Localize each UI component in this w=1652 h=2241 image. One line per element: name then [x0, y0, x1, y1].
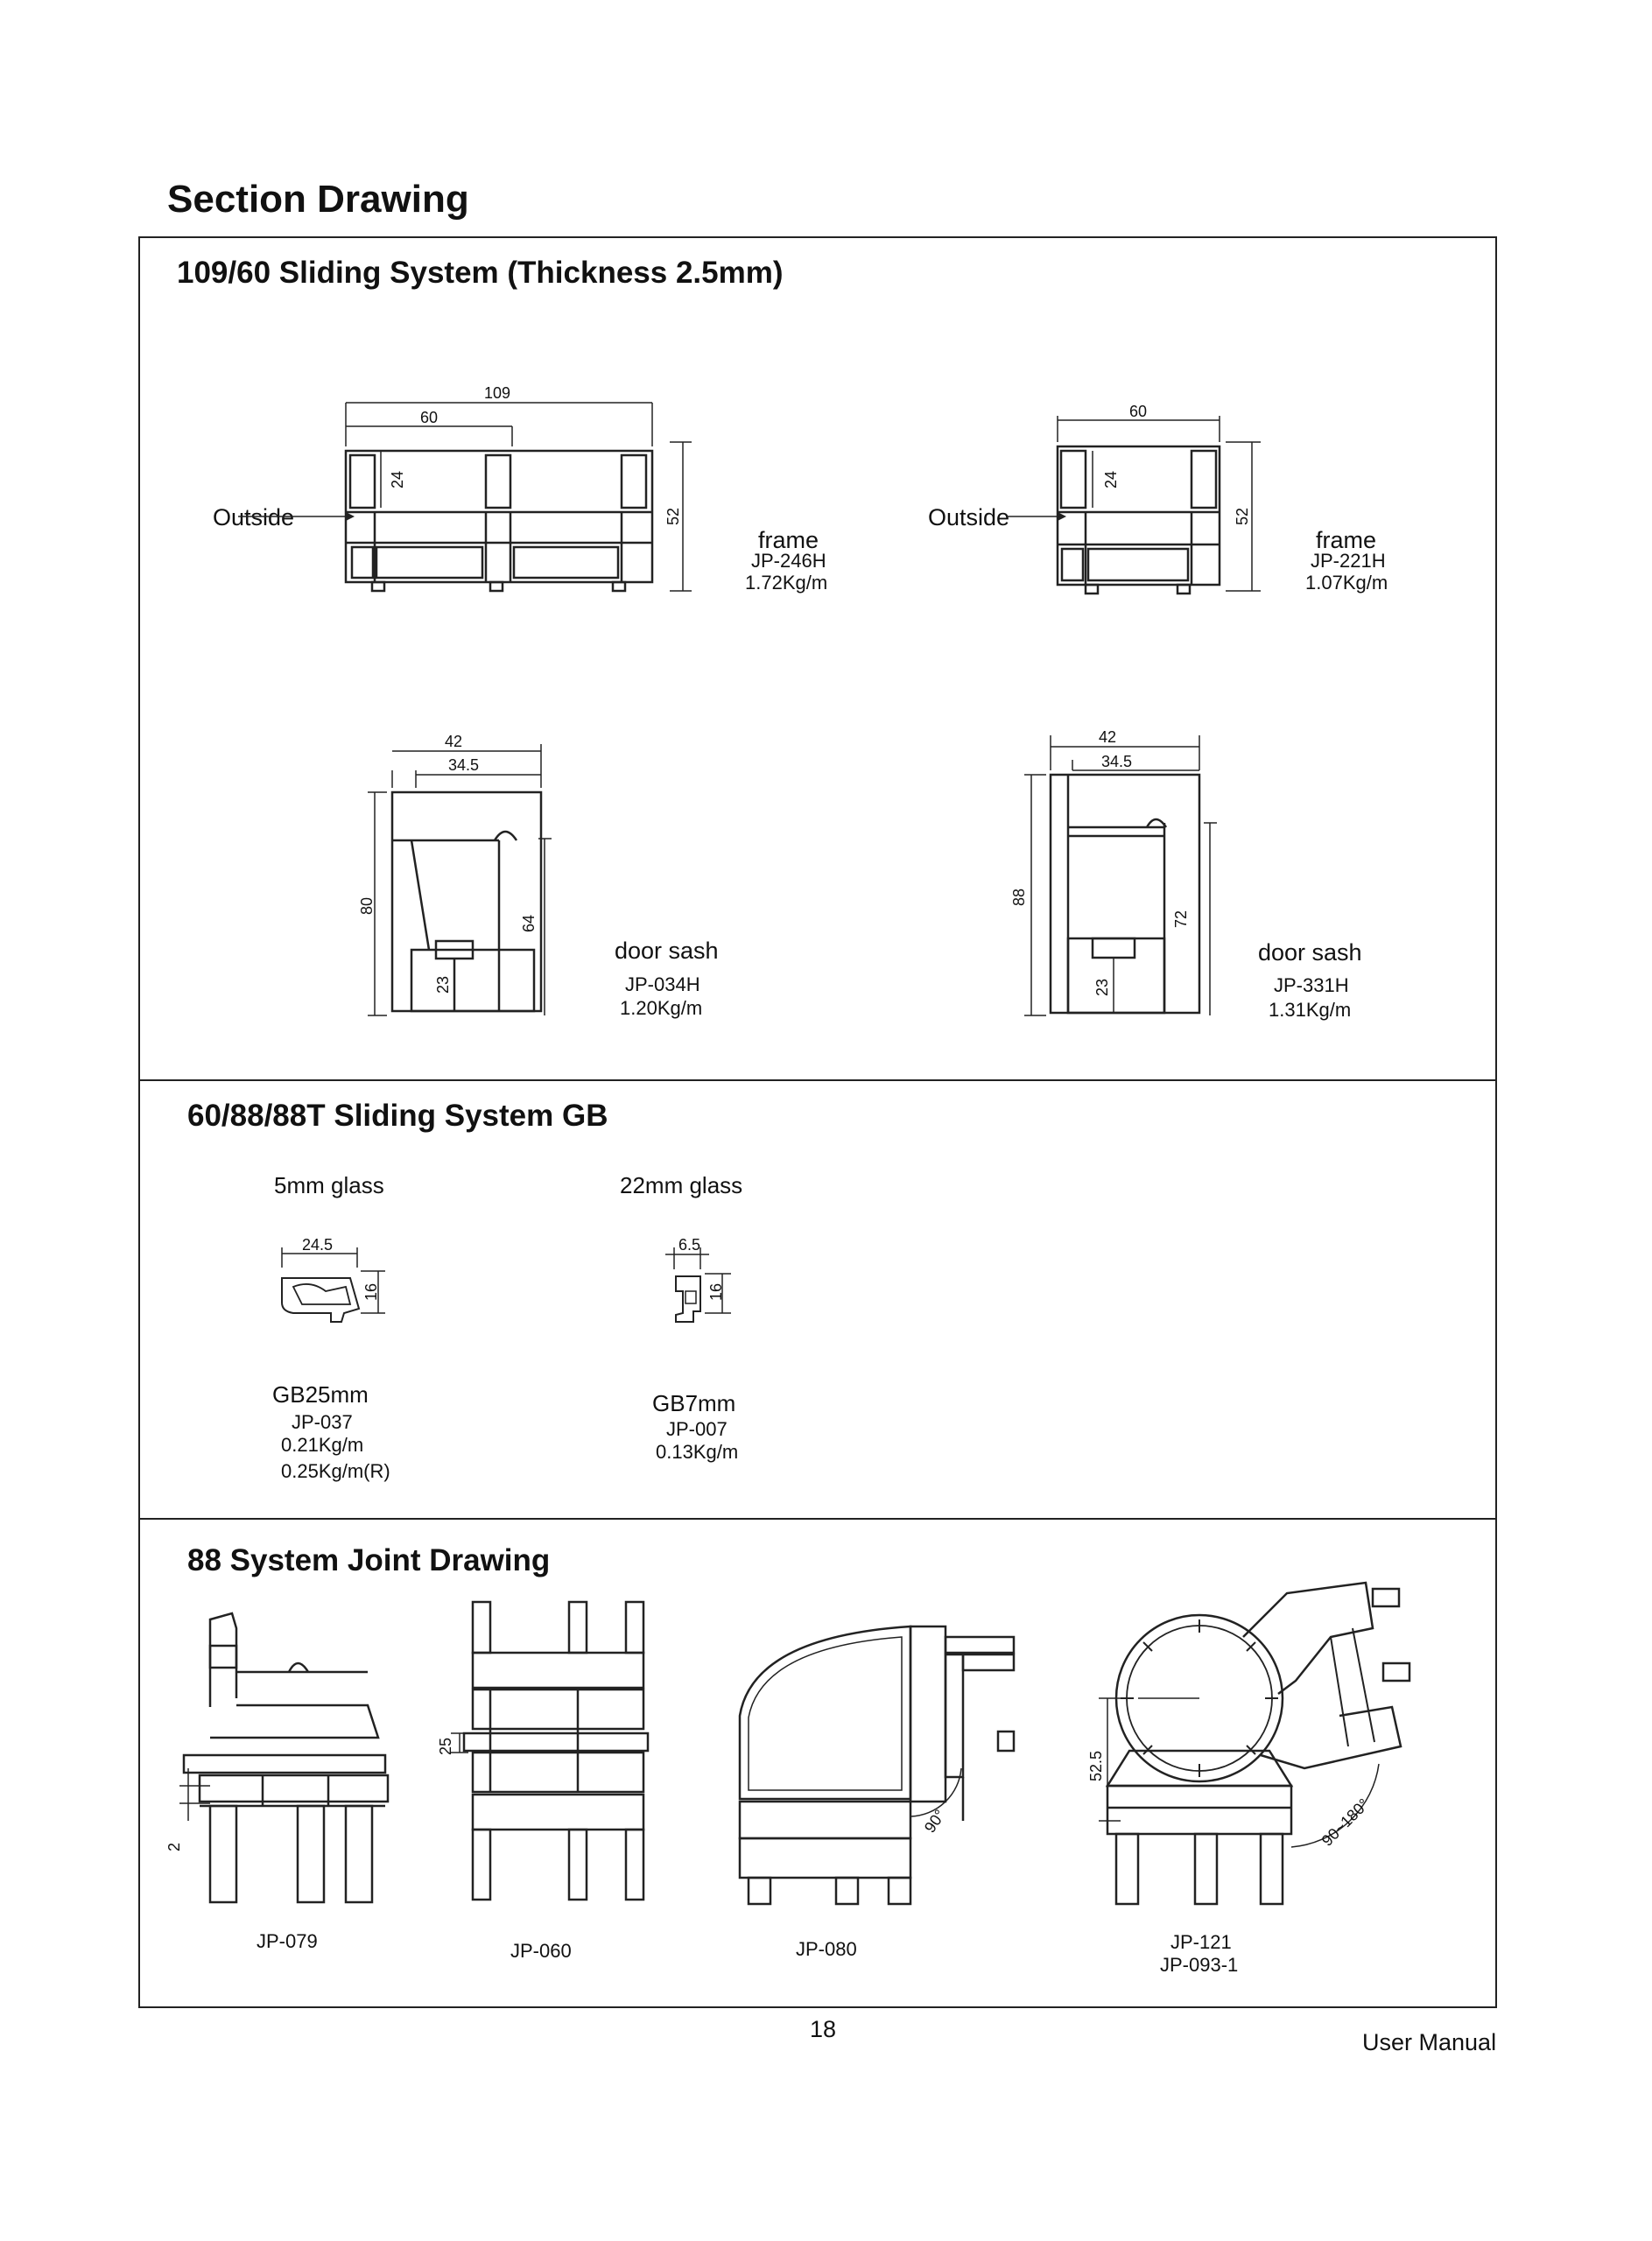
gb-weight-b: 0.13Kg/m	[656, 1441, 739, 1463]
section-3-title: 88 System Joint Drawing	[187, 1543, 551, 1577]
gb-name-b: GB7mm	[652, 1390, 736, 1416]
door-sash-label-a: door sash	[615, 938, 719, 964]
door-sash-code-b: JP-331H	[1274, 974, 1349, 996]
profile-gb-jp-037	[282, 1236, 385, 1322]
joint-code-3: JP-080	[796, 1938, 857, 1960]
door-sash-weight-b: 1.31Kg/m	[1269, 999, 1352, 1021]
door-sash-label-b: door sash	[1258, 939, 1362, 966]
joint-jp-079	[165, 1613, 388, 1902]
section-2-title: 60/88/88T Sliding System GB	[187, 1099, 608, 1133]
dim-52-b: 52	[1234, 507, 1251, 525]
dim-34-5-a: 34.5	[448, 756, 480, 774]
frame-label-a: frame	[758, 527, 819, 553]
dim-80: 80	[358, 896, 376, 915]
dim-88: 88	[1010, 888, 1028, 906]
joint-jp-121	[1087, 1583, 1409, 1904]
door-sash-code-a: JP-034H	[625, 973, 700, 995]
footer-label: User Manual	[1362, 2029, 1497, 2055]
joint-code-2: JP-060	[510, 1940, 572, 1962]
dim-34-5-b: 34.5	[1101, 753, 1133, 770]
gb-weight-r-a: 0.25Kg/m(R)	[281, 1460, 390, 1482]
dim-16-b: 16	[707, 1282, 725, 1301]
frame-weight-a: 1.72Kg/m	[745, 572, 828, 594]
dim-109: 109	[484, 384, 511, 402]
page-title: Section Drawing	[167, 178, 469, 221]
section-1-title: 109/60 Sliding System (Thickness 2.5mm)	[177, 256, 784, 290]
profile-sash-jp-331h	[1010, 728, 1217, 1015]
dim-24-5: 24.5	[302, 1236, 334, 1254]
gb-weight-a: 0.21Kg/m	[281, 1434, 364, 1456]
profile-frame-jp-246h	[238, 384, 692, 591]
dim-72: 72	[1172, 910, 1190, 928]
dim-2: 2	[165, 1842, 183, 1851]
dim-42-b: 42	[1099, 728, 1117, 746]
frame-code-b: JP-221H	[1311, 550, 1386, 572]
dim-60-b: 60	[1129, 403, 1148, 420]
profile-sash-jp-034h	[358, 733, 552, 1015]
dim-90-180-deg: 90~180°	[1318, 1795, 1373, 1850]
door-sash-weight-a: 1.20Kg/m	[620, 997, 703, 1019]
page-number: 18	[810, 2016, 837, 2042]
dim-64: 64	[520, 914, 538, 932]
dim-24-b: 24	[1102, 470, 1120, 488]
dim-16-a: 16	[362, 1282, 380, 1301]
frame-weight-b: 1.07Kg/m	[1305, 572, 1388, 594]
joint-jp-080	[740, 1626, 1014, 1904]
joint-code-1: JP-079	[257, 1930, 318, 1952]
dim-23-b: 23	[1093, 978, 1111, 996]
dim-90-deg: 90°	[920, 1806, 949, 1837]
dim-42-a: 42	[445, 733, 463, 750]
dim-25: 25	[437, 1737, 454, 1755]
glass-label-a: 5mm glass	[274, 1172, 384, 1198]
dim-23-a: 23	[434, 975, 452, 994]
joint-code-4b: JP-093-1	[1160, 1954, 1239, 1976]
outside-label-a: Outside	[213, 504, 295, 530]
dim-24-a: 24	[389, 470, 406, 488]
dim-52-5: 52.5	[1087, 1750, 1105, 1781]
dim-52-a: 52	[664, 507, 682, 525]
frame-label-b: frame	[1316, 527, 1377, 553]
profile-gb-jp-007	[665, 1236, 731, 1322]
outside-label-b: Outside	[928, 504, 1010, 530]
dim-6-5: 6.5	[678, 1236, 701, 1254]
gb-code-b: JP-007	[666, 1418, 728, 1440]
glass-label-b: 22mm glass	[620, 1172, 743, 1198]
frame-code-a: JP-246H	[751, 550, 826, 572]
gb-code-a: JP-037	[292, 1411, 353, 1433]
profile-frame-jp-221h	[1007, 403, 1261, 594]
gb-name-a: GB25mm	[272, 1381, 369, 1408]
joint-jp-060	[437, 1602, 648, 1900]
dim-60-a: 60	[420, 409, 439, 426]
joint-code-4: JP-121	[1170, 1931, 1232, 1953]
